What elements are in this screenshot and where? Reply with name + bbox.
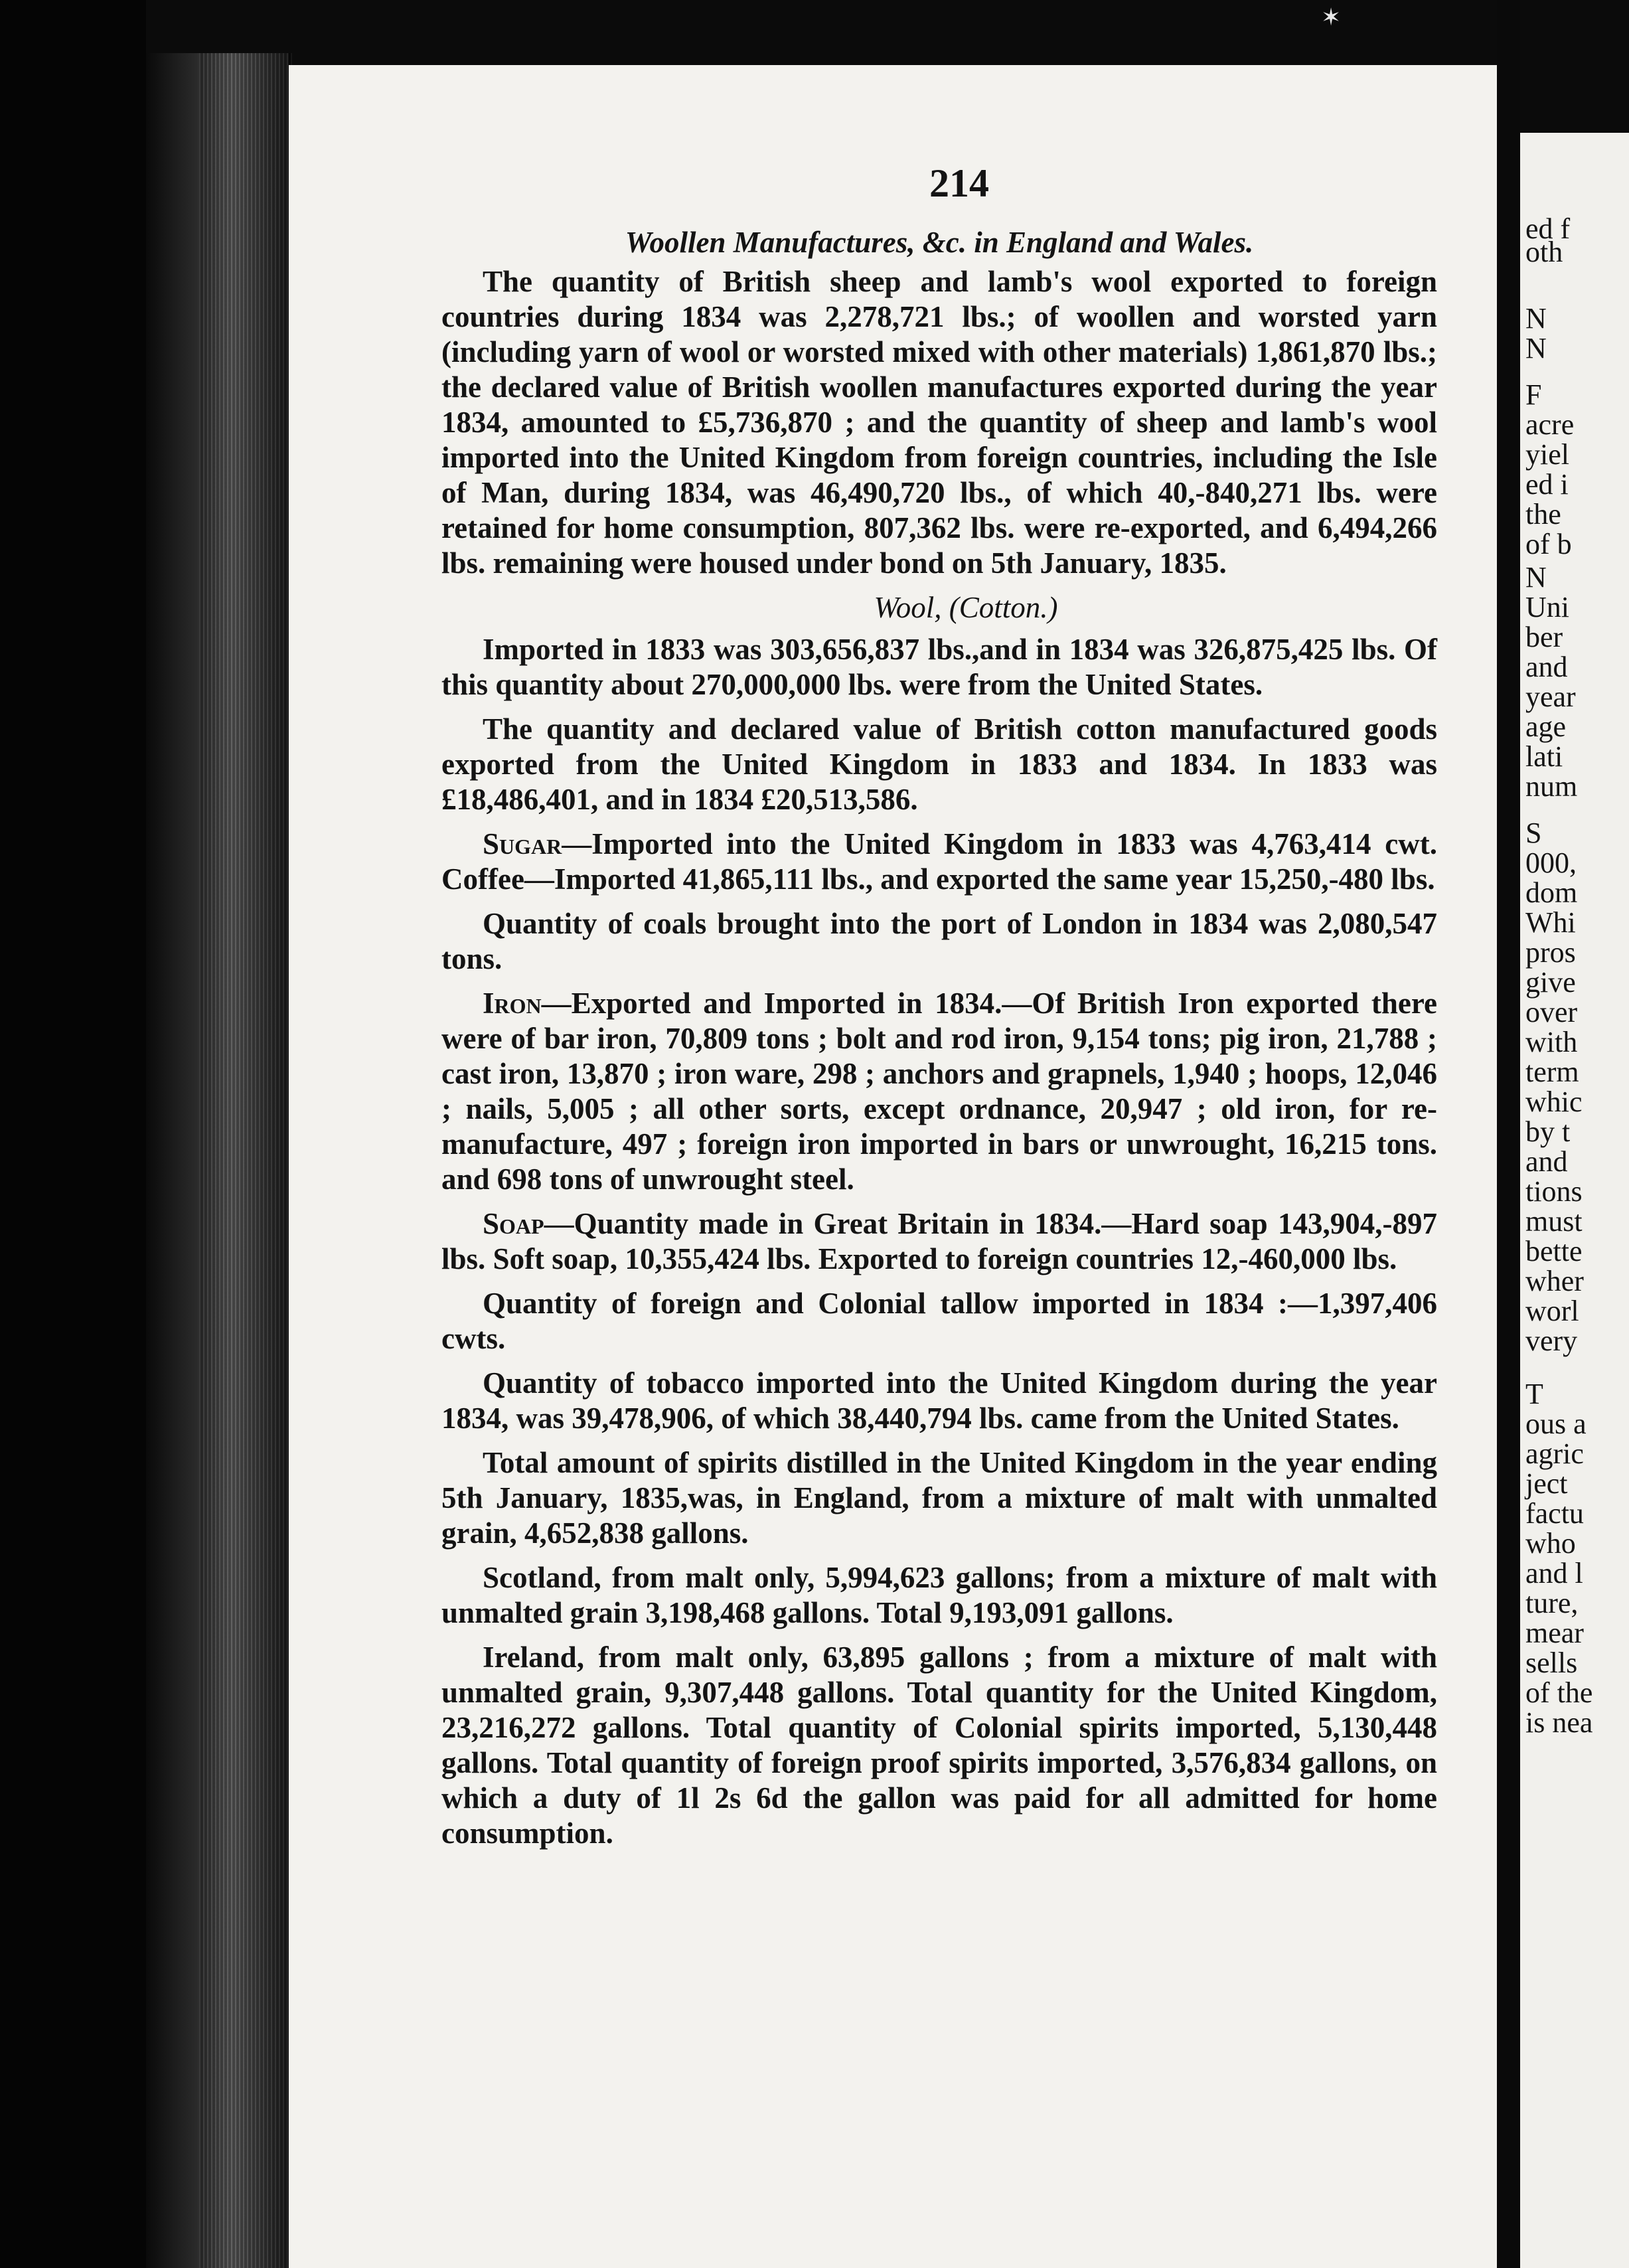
facing-page-text-fragment: N bbox=[1525, 561, 1547, 594]
facing-page-text-fragment: dom bbox=[1525, 876, 1578, 909]
facing-page-text-fragment: and bbox=[1525, 651, 1568, 683]
facing-page-text-fragment: factu bbox=[1525, 1497, 1584, 1530]
facing-page-text-fragment: N bbox=[1525, 302, 1547, 335]
facing-page-text-fragment: ed f bbox=[1525, 212, 1571, 245]
facing-page-text-fragment: very bbox=[1525, 1325, 1578, 1357]
paragraph bbox=[441, 1286, 1437, 1356]
scan-speck-mark: ✶ bbox=[1321, 4, 1342, 31]
facing-page-text-fragment: acre bbox=[1525, 408, 1575, 441]
facing-page-text-fragment: over bbox=[1525, 996, 1578, 1028]
facing-page-text-fragment: yiel bbox=[1525, 438, 1569, 471]
paragraph-text: The quantity and declared value of British cotton manufactured goods exported from the United Kingdom in 1833 and 1834. In 1833 was £18,486,401, and in 1834 £20,513,586. bbox=[441, 712, 1437, 816]
facing-page-text-fragment: of the bbox=[1525, 1676, 1593, 1709]
facing-page-text-fragment: mear bbox=[1525, 1617, 1584, 1649]
facing-page-text-fragment: term bbox=[1525, 1056, 1579, 1088]
paragraph-text: —Quantity made in Great Britain in 1834.—Hard soap 143,904,-897 lbs. Soft soap, 10,355,424 lbs. Exported to foreign countries 12,-460,000 lbs. bbox=[441, 1207, 1437, 1275]
paragraph-text: Imported in 1833 was 303,656,837 lbs.,and in 1834 was 326,875,425 lbs. Of this quantity about 270,000,000 lbs. were from the United States. bbox=[441, 633, 1437, 701]
page-sections bbox=[441, 264, 1437, 1851]
paragraph-text: Quantity of foreign and Colonial tallow imported in 1834 :—1,397,406 cwts. bbox=[441, 1287, 1437, 1355]
facing-page-text-fragment: wher bbox=[1525, 1265, 1584, 1297]
paragraph-lead-word: Soap bbox=[483, 1207, 544, 1240]
facing-page-text-fragment: who bbox=[1525, 1527, 1576, 1560]
paragraph bbox=[441, 1560, 1437, 1631]
facing-page-text-fragment: age bbox=[1525, 710, 1567, 743]
facing-page-text-fragment: sells bbox=[1525, 1647, 1578, 1679]
paragraph bbox=[441, 986, 1437, 1197]
facing-page-text-fragment: with bbox=[1525, 1026, 1578, 1058]
facing-page-text-fragment: ous a bbox=[1525, 1408, 1587, 1440]
paragraph bbox=[441, 906, 1437, 977]
paragraph bbox=[441, 1366, 1437, 1436]
paragraph-text: —Exported and Imported in 1834.—Of British Iron exported there were of bar iron, 70,809 tons ; bolt and rod iron, 9,154 tons; pig iron, 21,788 ; cast iron, 13,870 ; iron ware, 298 ; anchors and grapnels, 1,940 ; hoops, 12,046 ; nails, 5,005 ; all other sorts, except ordnance, 20,947 ; old iron, for re-manufacture, 497 ; foreign iron imported in bars or unwrought, 16,215 tons. and 698 tons of unwrought steel. bbox=[441, 987, 1437, 1196]
paragraph-lead-word: Sugar bbox=[483, 827, 562, 860]
book-gutter bbox=[1497, 0, 1520, 2268]
facing-page-text-fragment: tions bbox=[1525, 1175, 1583, 1208]
facing-page-text-fragment: S bbox=[1525, 817, 1542, 849]
facing-page-text-fragment: the bbox=[1525, 498, 1561, 530]
paragraph-text: Quantity of tobacco imported into the United Kingdom during the year 1834, was 39,478,906, of which 38,440,794 lbs. came from the United States. bbox=[441, 1366, 1437, 1435]
paragraph bbox=[441, 827, 1437, 897]
paragraph bbox=[441, 264, 1437, 581]
facing-page-text-fragment: is nea bbox=[1525, 1706, 1593, 1739]
facing-page-text-fragment: by t bbox=[1525, 1115, 1571, 1148]
facing-page-text-fragment: Uni bbox=[1525, 591, 1569, 623]
paragraph-text: Quantity of coals brought into the port of London in 1834 was 2,080,547 tons. bbox=[441, 907, 1437, 975]
facing-page-text-fragment: Whi bbox=[1525, 906, 1576, 939]
facing-page-text-fragment: give bbox=[1525, 966, 1576, 999]
facing-page-text-fragment: bette bbox=[1525, 1235, 1583, 1267]
page-number: 214 bbox=[929, 161, 989, 205]
facing-page-text-fragment: must bbox=[1525, 1205, 1583, 1238]
paragraph bbox=[441, 712, 1437, 817]
paragraph-lead-word: Iron bbox=[483, 987, 542, 1020]
facing-page-text-fragment: and l bbox=[1525, 1557, 1583, 1589]
facing-page-text-fragment: and bbox=[1525, 1145, 1568, 1178]
paragraph-text: —Imported into the United Kingdom in 1833 was 4,763,414 cwt. Coffee—Imported 41,865,111 lbs., and exported the same year 15,250,-480 lbs. bbox=[441, 827, 1437, 896]
facing-page-text-fragment: worl bbox=[1525, 1295, 1579, 1327]
facing-page-fragment bbox=[1520, 133, 1629, 2268]
facing-page-text-fragment: F bbox=[1525, 378, 1542, 411]
facing-page-text-fragment: whic bbox=[1525, 1086, 1583, 1118]
facing-page-text-fragment: ber bbox=[1525, 621, 1563, 653]
scan-left-margin bbox=[0, 0, 146, 2268]
facing-page-text-fragment: num bbox=[1525, 770, 1578, 803]
facing-page-text-fragment: pros bbox=[1525, 936, 1576, 969]
facing-page-text-fragment: lati bbox=[1525, 740, 1563, 773]
facing-page-text-fragment: agric bbox=[1525, 1437, 1584, 1470]
page-text-block bbox=[441, 161, 1437, 1860]
page-edges bbox=[199, 53, 292, 2268]
paragraph-text: Scotland, from malt only, 5,994,623 gallons; from a mixture of malt with unmalted grain 3,198,468 gallons. Total 9,193,091 gallons. bbox=[441, 1561, 1437, 1629]
facing-page-text-fragment: of b bbox=[1525, 528, 1572, 560]
facing-page-text-fragment: N bbox=[1525, 332, 1547, 364]
facing-page-text-fragment: year bbox=[1525, 681, 1576, 713]
section-subheading: Wool, (Cotton.) bbox=[874, 591, 1058, 624]
paragraph-text: Total amount of spirits distilled in the United Kingdom in the year ending 5th January, 1835,was, in England, from a mixture of malt with unmalted grain, 4,652,838 gallons. bbox=[441, 1446, 1437, 1550]
facing-page-text-fragment: T bbox=[1525, 1378, 1543, 1410]
page-heading: Woollen Manufactures, &c. in England and Wales. bbox=[625, 226, 1254, 259]
paragraph bbox=[441, 1445, 1437, 1551]
facing-page-text-fragment: oth bbox=[1525, 236, 1563, 268]
paragraph-text: The quantity of British sheep and lamb's wool exported to foreign countries during 1834 was 2,278,721 lbs.; of woollen and worsted yarn (including yarn of wool or worsted mixed with other materials) 1,861,870 lbs.; the declared value of British woollen manufactures exported during the year 1834, amounted to £5,736,870 ; and the quantity of sheep and lamb's wool imported into the United Kingdom from foreign countries, including the Isle of Man, during 1834, was 46,490,720 lbs., of which 40,-840,271 lbs. were retained for home consumption, 807,362 lbs. were re-exported, and 6,494,266 lbs. remaining were housed under bond on 5th January, 1835. bbox=[441, 265, 1437, 580]
paragraph bbox=[441, 1640, 1437, 1851]
paragraph-text: Ireland, from malt only, 63,895 gallons ; from a mixture of malt with unmalted grain, 9,307,448 gallons. Total quantity for the United Kingdom, 23,216,272 gallons. Total quantity of Colonial spirits imported, 5,130,448 gallons. Total quantity of foreign proof spirits imported, 3,576,834 gallons, on which a duty of 1l 2s 6d the gallon was paid for all admitted for home consumption. bbox=[441, 1641, 1437, 1850]
paragraph bbox=[441, 1206, 1437, 1277]
facing-page-text-fragment: ed i bbox=[1525, 468, 1569, 501]
facing-page-text-fragment: ject bbox=[1525, 1467, 1568, 1500]
paragraph bbox=[441, 632, 1437, 702]
facing-page-text-fragment: 000, bbox=[1525, 847, 1577, 879]
facing-page-text-fragment: ture, bbox=[1525, 1587, 1579, 1619]
